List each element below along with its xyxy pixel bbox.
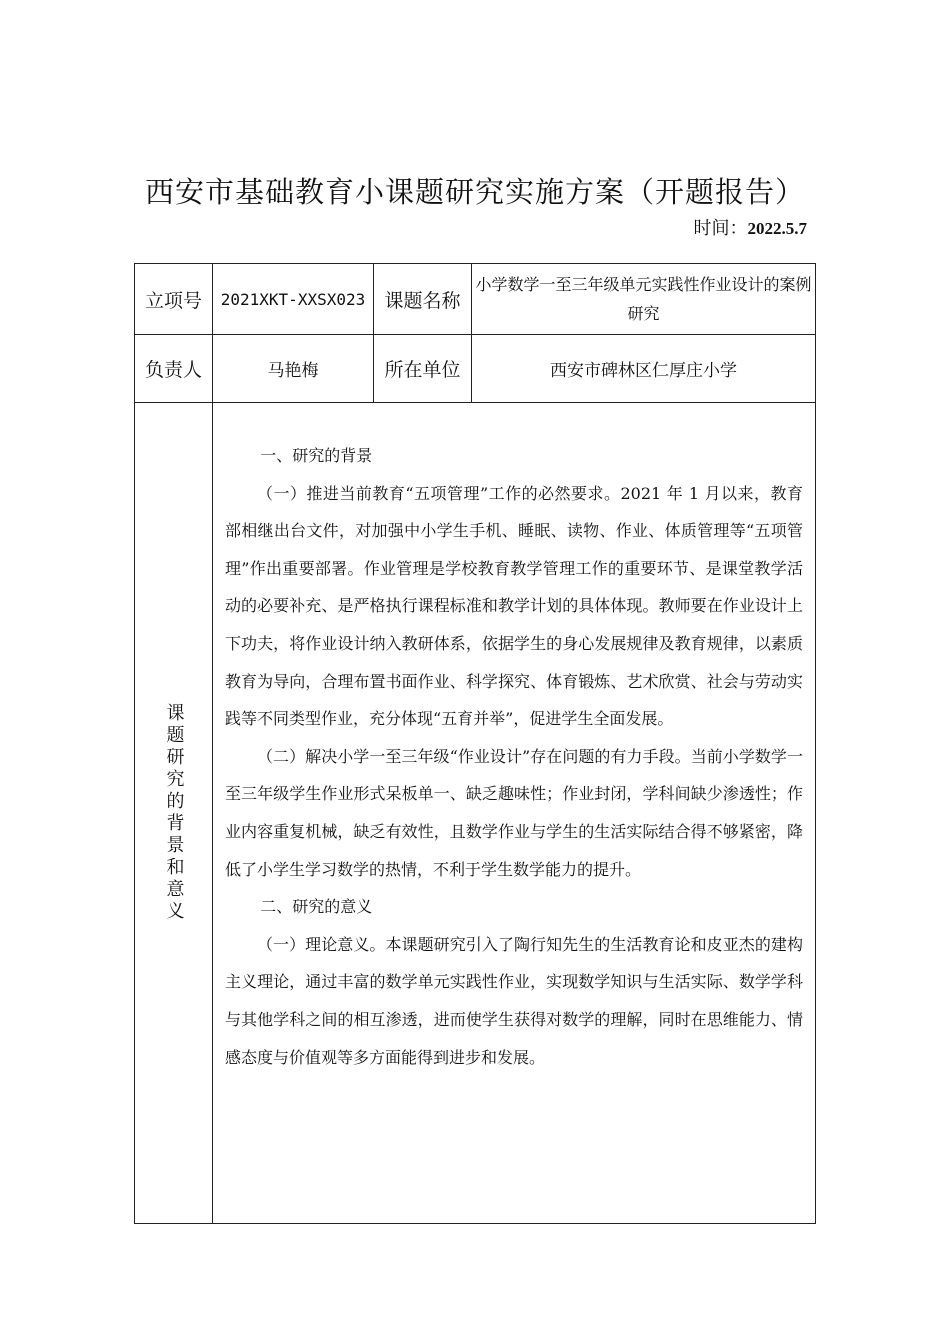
date-value: 2022.5.7 [747,219,807,238]
report-date [694,214,808,240]
organization-value: 西安市碑林区仁厚庄小学 [472,335,816,403]
paragraph-background-2: （二）解决小学一至三年级“作业设计”存在问题的有力手段。当前小学数学一至三年级学生作业形式呆板单一、缺乏趣味性；作业封闭，学科间缺少渗透性；作业内容重复机械，缺乏有效性，且数学作业与学生的生活实际结合得不够紧密，降低了小学生学习数学的热情，不利于学生数学能力的提升。 [225,746,803,879]
table-row [135,403,816,1224]
document-title: 西安市基础教育小课题研究实施方案（开题报告） [144,175,805,209]
section-content [213,403,816,1224]
section-label-cell [135,403,213,1224]
table-row [135,264,816,335]
organization-label: 所在单位 [374,335,472,403]
project-number-value: 2021XKT-XXSX023 [213,264,374,335]
section-label: 课题研究的背景和意义 [163,703,185,923]
heading-significance: 二、研究的意义 [260,897,373,917]
date-label: 时间： [693,218,748,239]
leader-label: 负责人 [135,335,213,403]
project-title-value: 小学数学一至三年级单元实践性作业设计的案例研究 [472,264,816,335]
heading-background: 一、研究的背景 [260,446,373,465]
proposal-form-table [134,263,816,1224]
table-row [135,335,816,403]
project-number-label: 立项号 [135,264,213,335]
paragraph-background-1: （一）推进当前教育“五项管理”工作的必然要求。2021 年 1 月以来，教育部相继出台文件，对加强中小学生手机、睡眠、读物、作业、体质管理等“五项管理”作出重要部署。作业管理是学校教育教学管理工作的重要环节、是课堂教学活动的必要补充、是严格执行课程标准和教学计划的具体体现。教师要在作业设计上下功夫，将作业设计纳入教研体系，依据学生的身心发展规律及教育规律，以素质教育为导向，合理布置书面作业、科学探究、体育锻炼、艺术欣赏、社会与劳动实践等不同类型作业，充分体现“五育并举”，促进学生全面发展。 [225,483,803,729]
paragraph-significance-1: （一）理论意义。本课题研究引入了陶行知先生的生活教育论和皮亚杰的建构主义理论，通过丰富的数学单元实践性作业，实现数学知识与生活实际、数学学科与其他学科之间的相互渗透，进而使学生获得对数学的理解，同时在思维能力、情感态度与价值观等多方面能得到进步和发展。 [225,934,803,1067]
leader-value: 马艳梅 [213,335,374,403]
project-title-label: 课题名称 [374,264,472,335]
